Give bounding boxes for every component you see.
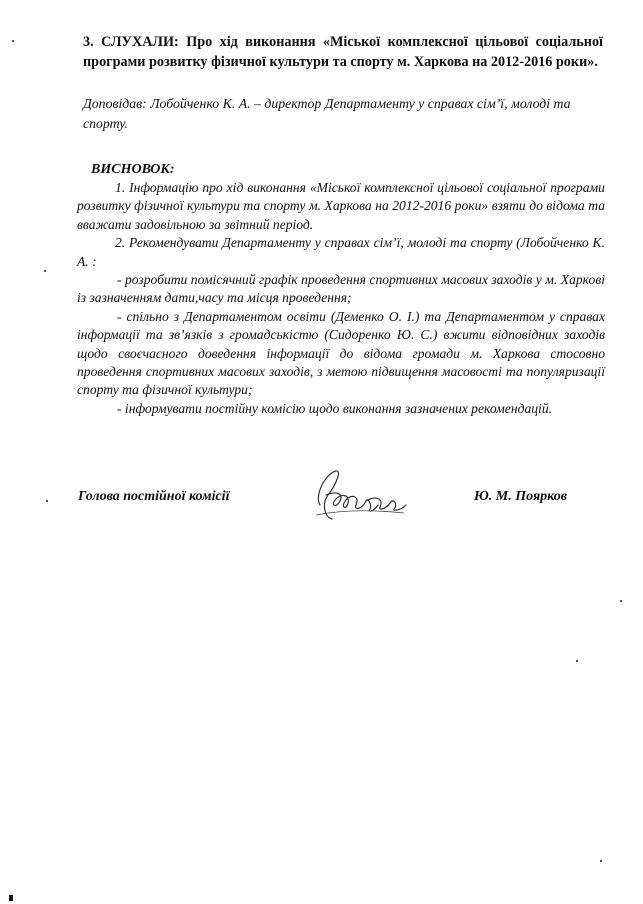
conclusion-body xyxy=(77,179,605,418)
conclusion-title: ВИСНОВОК: xyxy=(91,162,175,177)
scan-speck xyxy=(44,270,46,272)
scan-speck xyxy=(600,860,602,862)
conclusion-item-1 xyxy=(77,179,605,234)
signatory-position: Голова постійної комісії xyxy=(78,489,230,504)
scan-speck xyxy=(576,660,578,662)
agenda-item-text: Про хід виконання «Міської комплексної цільової соціальної програми розвитку фізичної культури та спорту м. Харкова на 2012-2016 роки». xyxy=(83,34,603,70)
conclusion-item-2-text: Департаменту у справах сім’ї, молоді та спорту (Лобойченко К. А. : xyxy=(77,235,605,269)
recommendation-bullet-2: - спільно з Департаментом освіти (Деменко О. І.) та Департаментом у справах інформації та зв’язків з громадськістю (Сидоренко Ю. С.) вжити відповідних заходів щодо своєчасного доведення інформації до відома громади м. Харкова стосовно проведення спортивних масових заходів, з метою підвищення масовості та популяризації спорту та фізичної культури; xyxy=(77,308,605,398)
recommendation-bullet-1: - розробити помісячний графік проведення спортивних масових заходів у м. Харкові із зазначенням дати,часу та місця проведення; xyxy=(77,272,605,306)
conclusion-item-2 xyxy=(77,234,605,271)
conclusion-item-1-label: 1. Інформацію xyxy=(115,180,199,195)
agenda-item-heading xyxy=(83,32,603,72)
conclusion-item-1-text: про хід виконання «Міської комплексної цільової соціальної програми розвитку фізичної культури та спорту м. Харкова на 2012-2016 роки» взяти до відома та вважати задовільною за звітний період. xyxy=(77,180,605,232)
scan-speck xyxy=(620,600,622,602)
conclusion-item-2-label: 2. Рекомендувати xyxy=(115,235,219,251)
scan-speck xyxy=(46,500,48,502)
handwritten-signature xyxy=(306,465,414,527)
signatory-name: Ю. М. Поярков xyxy=(474,489,567,504)
recommendation-bullet-3: - інформувати постійну комісію щодо виконання зазначених рекомендацій. xyxy=(117,400,553,416)
scan-speck xyxy=(12,40,14,42)
agenda-item-label: 3. СЛУХАЛИ: xyxy=(83,34,179,50)
scan-edge-mark xyxy=(9,895,13,901)
speaker-line: Доповідав: Лобойченко К. А. – директор Департаменту у справах сім’ї, молоді та спорту. xyxy=(83,96,571,131)
